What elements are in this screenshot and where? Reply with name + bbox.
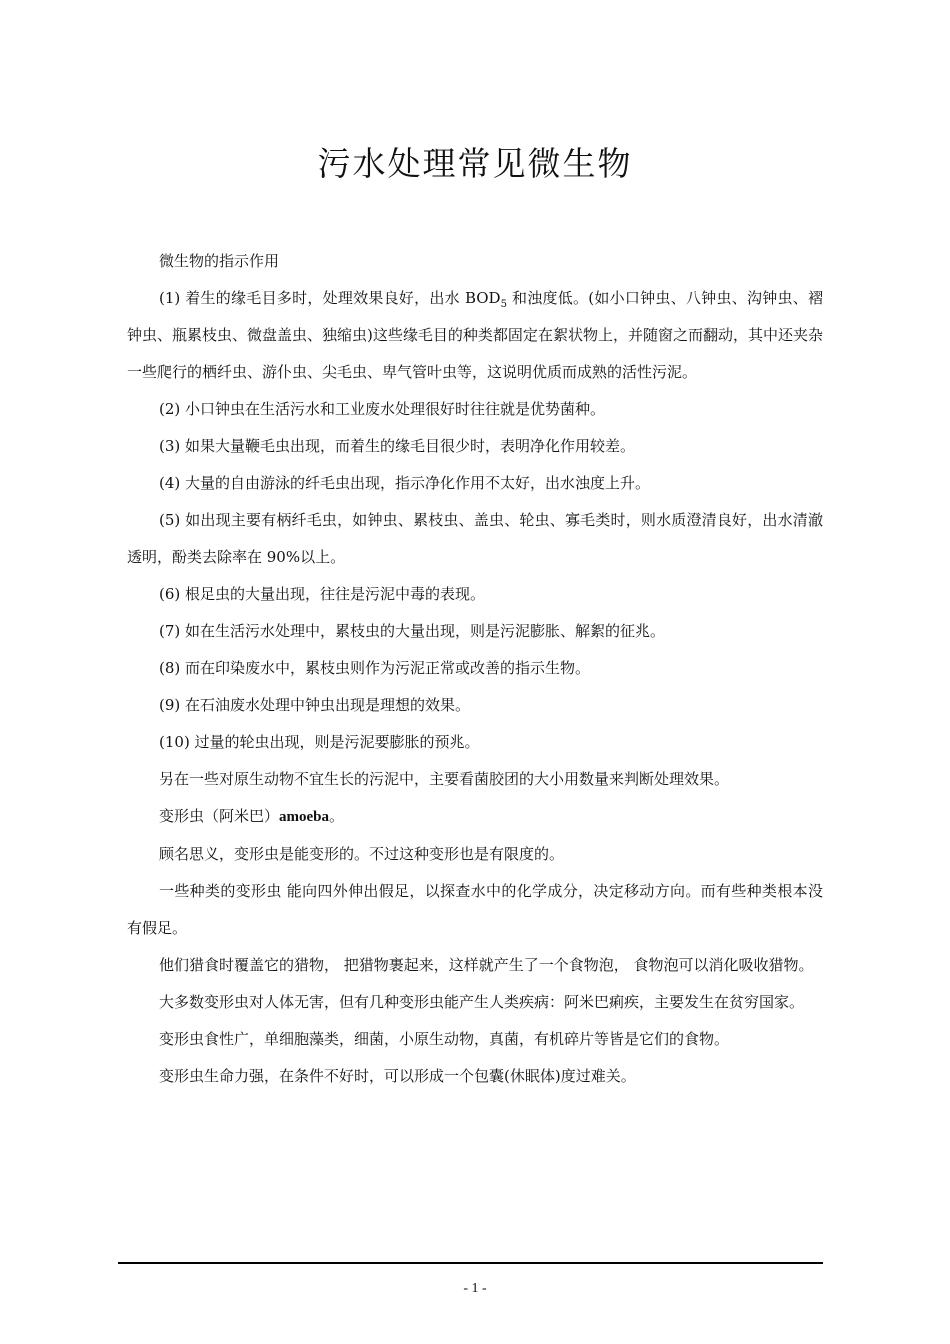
amoeba-heading-period: 。 <box>329 807 345 825</box>
amoeba-heading-en: amoeba <box>279 809 330 825</box>
paragraph-item-4: (4) 大量的自由游泳的纤毛虫出现，指示净化作用不太好，出水浊度上升。 <box>159 474 651 492</box>
bod-subscript: 5 <box>500 299 507 310</box>
paragraph-item-6: (6) 根足虫的大量出现，往往是污泥中毒的表现。 <box>159 585 486 603</box>
page-number: - 1 - <box>463 1281 487 1296</box>
paragraph-item-9: (9) 在石油废水处理中钟虫出现是理想的效果。 <box>159 696 471 714</box>
paragraph-amoeba-heading <box>127 798 823 836</box>
paragraph-item-3: (3) 如果大量鞭毛虫出现，而着生的缘毛目很少时，表明净化作用较差。 <box>159 437 636 455</box>
paragraph-item-7: (7) 如在生活污水处理中，累枝虫的大量出现，则是污泥膨胀、解絮的征兆。 <box>159 622 666 640</box>
paragraph-amoeba-2: 一些种类的变形虫 能向四外伸出假足，以探查水中的化学成分，决定移动方向。而有些种类根本没有假足。 <box>127 882 823 937</box>
paragraph-item-5: (5) 如出现主要有柄纤毛虫，如钟虫、累枝虫、盖虫、轮虫、寡毛类时，则水质澄清良好，出水清澈透明，酚类去除率在 90%以上。 <box>127 511 823 566</box>
footer-divider <box>118 1262 823 1264</box>
paragraph-amoeba-3: 他们猎食时覆盖它的猎物， 把猎物裹起来，这样就产生了一个食物泡， 食物泡可以消化吸收猎物。 <box>159 956 814 974</box>
document-body <box>127 243 823 1095</box>
page-title: 污水处理常见微生物 <box>317 144 633 183</box>
paragraph-amoeba-5: 变形虫食性广，单细胞藻类，细菌，小原生动物，真菌，有机碎片等皆是它们的食物。 <box>159 1030 730 1048</box>
paragraph-item-1 <box>127 280 823 391</box>
paragraph-item-2: (2) 小口钟虫在生活污水和工业废水处理很好时往往就是优势菌种。 <box>159 400 606 418</box>
paragraph-amoeba-1: 顾名思义，变形虫是能变形的。不过这种变形也是有限度的。 <box>159 845 565 863</box>
paragraph-amoeba-6: 变形虫生命力强，在条件不好时，可以形成一个包囊(休眠体)度过难关。 <box>159 1067 636 1085</box>
paragraph-item-1-text-b: 和浊度低。(如小口钟虫、八钟虫、沟钟虫、褶钟虫、瓶累枝虫、微盘盖虫、独缩虫)这些缘毛目的种类都固定在絮状物上，并随窗之而翻动，其中还夹杂一些爬行的栖纤虫、游仆虫、尖毛虫、卑气管叶虫等，这说明优质而成熟的活性污泥。 <box>127 289 823 381</box>
amoeba-heading-cn: 变形虫（阿米巴） <box>159 807 280 825</box>
section-heading-indicator-role: 微生物的指示作用 <box>159 252 280 270</box>
paragraph-zoogloea-note: 另在一些对原生动物不宜生长的污泥中，主要看菌胶团的大小用数量来判断处理效果。 <box>159 770 730 788</box>
paragraph-amoeba-4: 大多数变形虫对人体无害，但有几种变形虫能产生人类疾病：阿米巴痢疾，主要发生在贫穷国家。 <box>159 993 805 1011</box>
paragraph-item-1-text-a: (1) 着生的缘毛目多时，处理效果良好，出水 BOD <box>159 289 501 307</box>
paragraph-item-8: (8) 而在印染废水中，累枝虫则作为污泥正常或改善的指示生物。 <box>159 659 591 677</box>
paragraph-item-10: (10) 过量的轮虫出现，则是污泥要膨胀的预兆。 <box>159 733 480 751</box>
